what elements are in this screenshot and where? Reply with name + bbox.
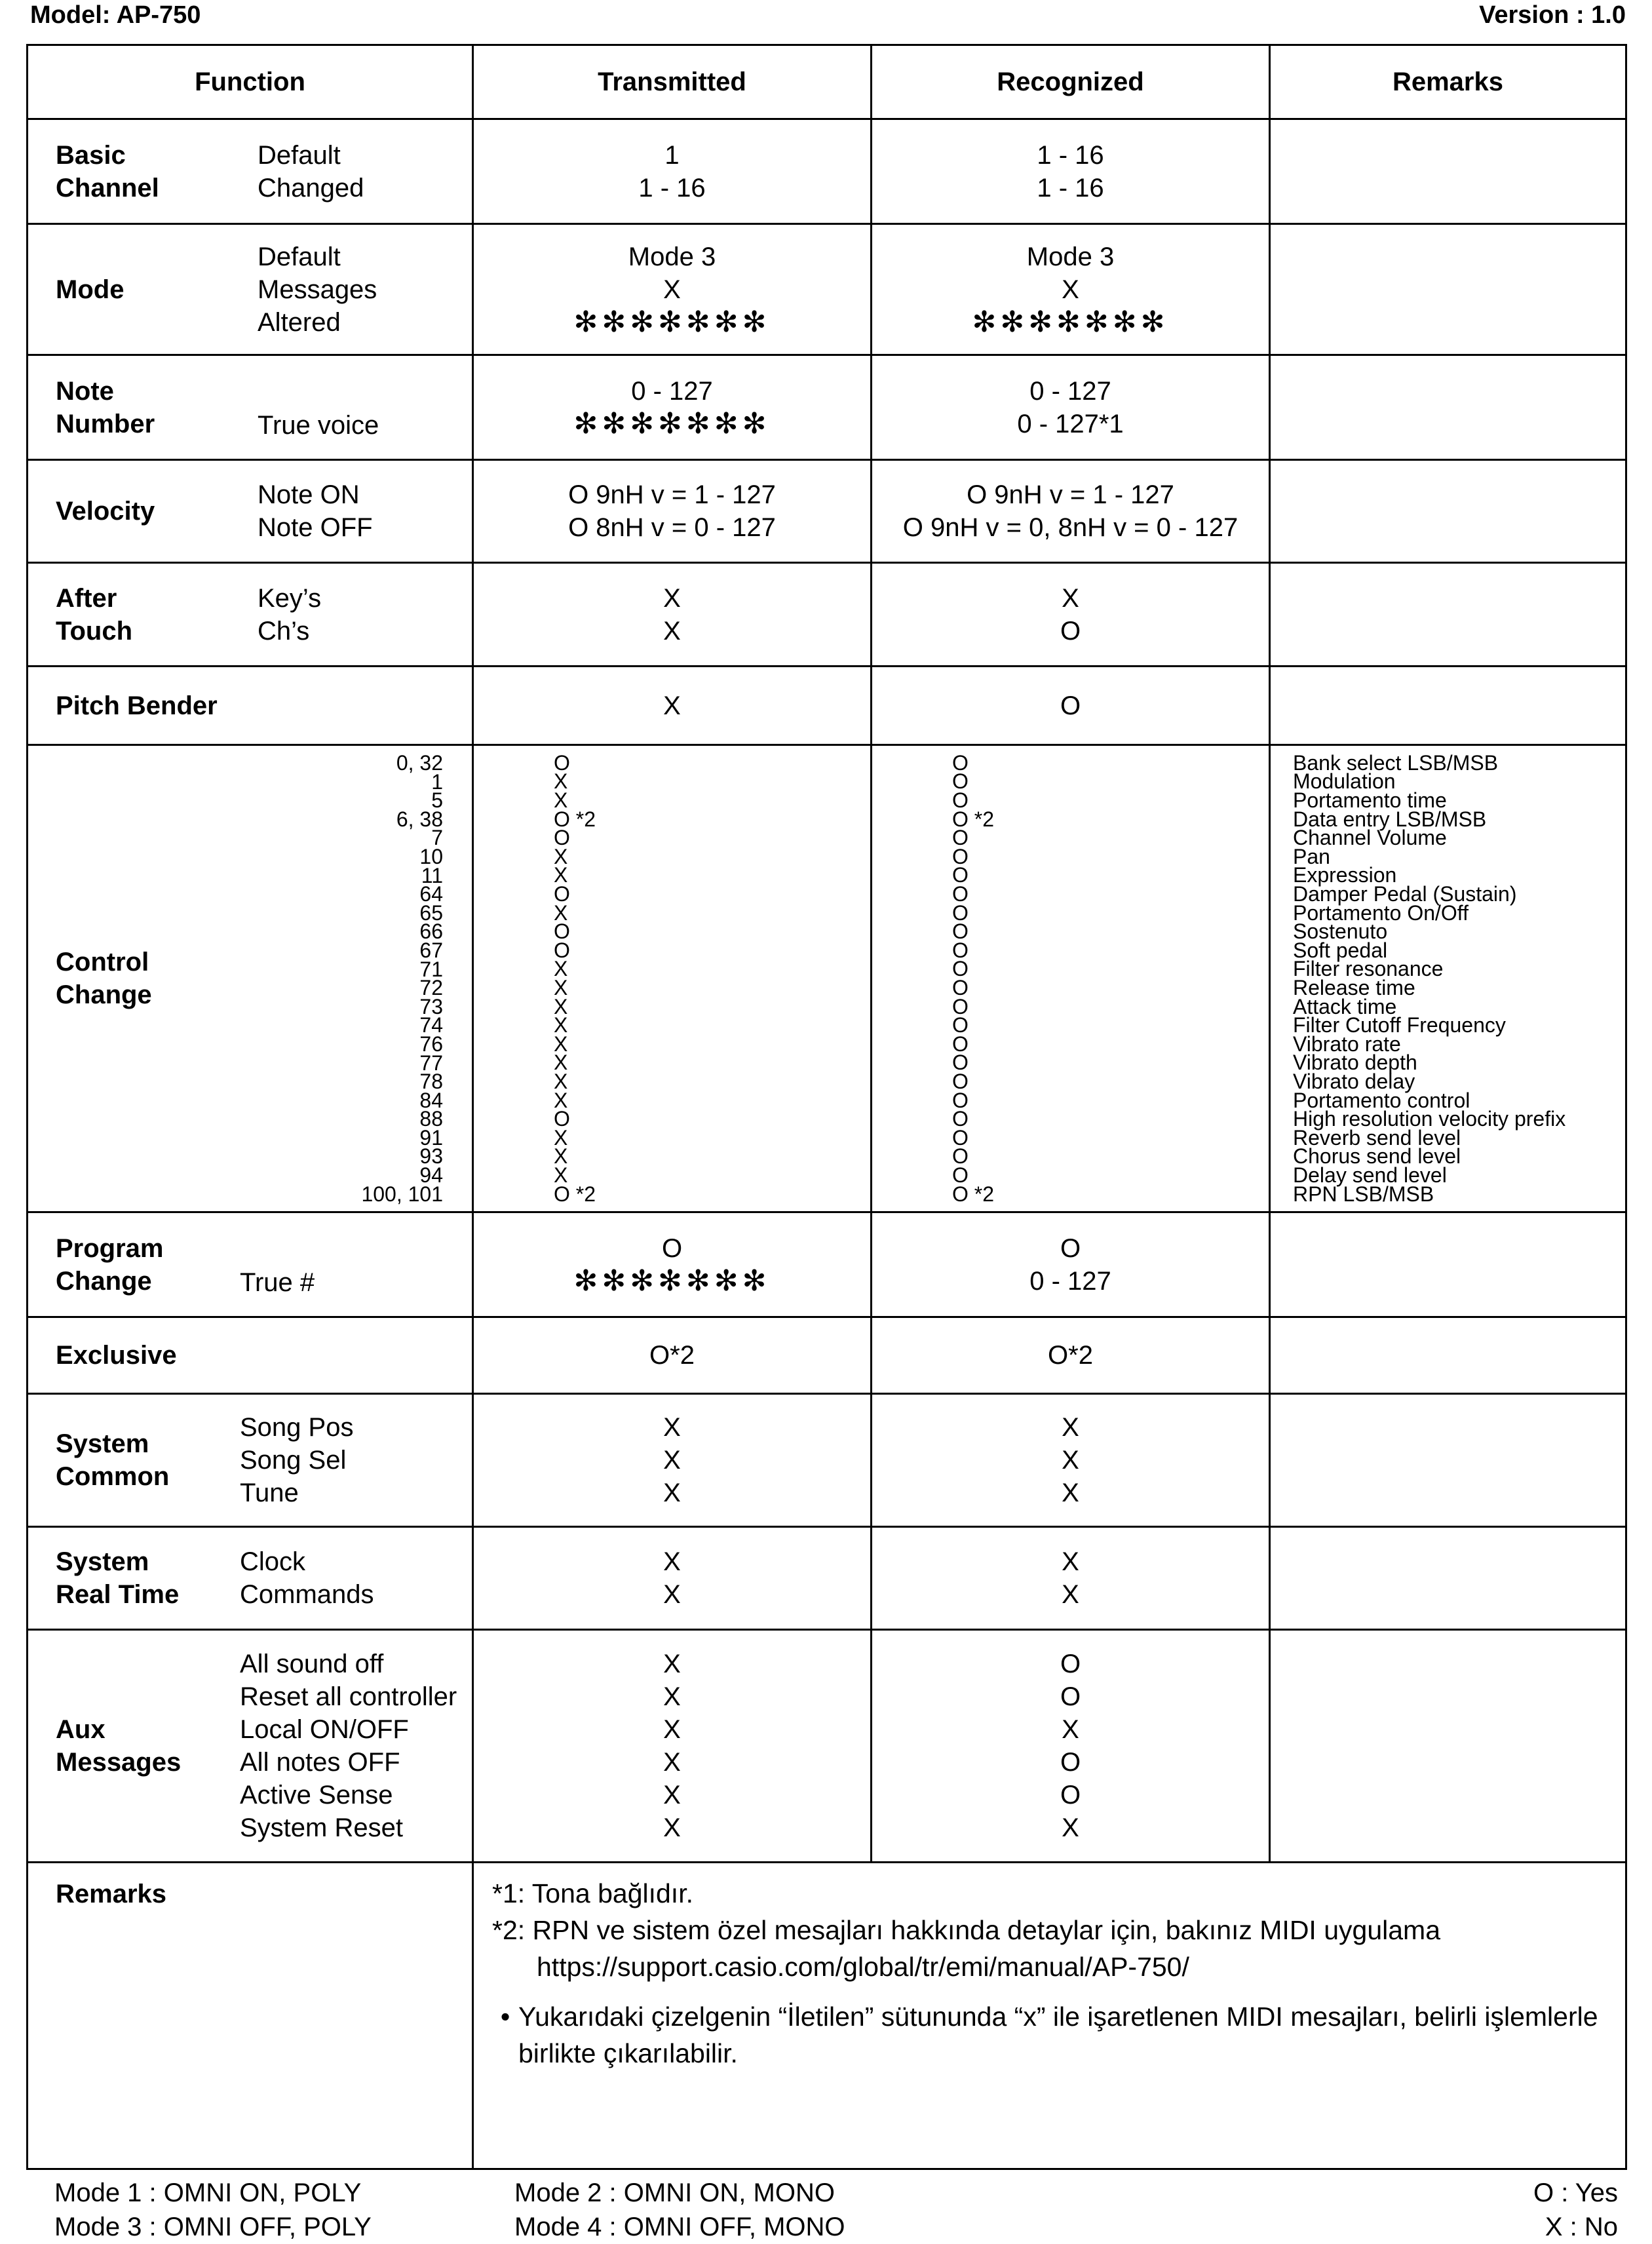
control-change-tx-mark: X [554, 900, 568, 925]
system-common-tune: Tune [240, 1479, 299, 1507]
control-change-number: 72 [419, 976, 443, 999]
control-change-rx-mark: O [952, 863, 969, 887]
control-change-tx-mark: O [554, 1107, 570, 1131]
col-remarks: Remarks [1270, 45, 1626, 119]
footer-mode-2: Mode 2 : OMNI ON, MONO [514, 2178, 835, 2207]
control-change-number: 84 [419, 1088, 443, 1112]
control-change-tx-mark: X [554, 994, 568, 1018]
aux-rx-6: X [1062, 1813, 1079, 1842]
midi-implementation-chart [26, 44, 1627, 2170]
version-label: Version : 1.0 [1479, 1, 1626, 29]
footer-mode-4: Mode 4 : OMNI OFF, MONO [514, 2213, 845, 2241]
control-change-remark: Vibrato delay [1293, 1069, 1415, 1093]
bullet-icon: • [500, 2002, 510, 2032]
aux-tx-1: X [663, 1650, 681, 1678]
system-real-time-tx-commands: X [663, 1580, 681, 1609]
control-change-rx-mark: O [952, 1107, 969, 1131]
model-label: Model: AP-750 [30, 1, 201, 29]
exclusive-rx: O*2 [872, 1317, 1270, 1394]
control-change-tx-mark: X [554, 1163, 568, 1187]
velocity-label: Velocity [56, 497, 155, 526]
control-change-tx [554, 750, 632, 1206]
row-basic-channel [28, 119, 1626, 224]
program-change-tx: O [661, 1233, 683, 1263]
remarks-url: https://support.casio.com/global/tr/emi/manual/AP-750/ [537, 1952, 1189, 1982]
control-change-tx-mark: X [554, 769, 568, 794]
control-change-number: 5 [431, 788, 443, 813]
control-change-remark: Reverb send level [1293, 1125, 1461, 1150]
velocity-tx-on: O 9nH v = 1 - 127 [568, 480, 776, 509]
velocity-rx-off: O 9nH v = 0, 8nH v = 0 - 127 [902, 513, 1239, 542]
row-aux-messages [28, 1630, 1626, 1863]
footer-no: X : No [1545, 2213, 1618, 2241]
mode-tx-messages: X [663, 275, 681, 304]
remarks-note-1: *1: Tona bağlıdır. [492, 1878, 693, 1908]
control-change-rx-mark: O [952, 1013, 969, 1037]
control-change-number: 88 [419, 1107, 443, 1131]
control-change-remark: Vibrato depth [1293, 1051, 1417, 1075]
control-change-tx-mark: O *2 [554, 1182, 596, 1206]
control-change-rx-mark: O [952, 957, 969, 981]
basic-channel-rx-default: 1 - 16 [1037, 140, 1104, 170]
control-change-remark: Delay send level [1293, 1163, 1447, 1187]
control-change-rx-mark: O [952, 769, 969, 794]
control-change-tx-mark: X [554, 1144, 568, 1169]
exclusive-label: Exclusive [56, 1341, 177, 1370]
control-change-remark: Filter resonance [1293, 957, 1444, 981]
control-change-rx-mark: O [952, 826, 969, 850]
control-change-number: 74 [419, 1013, 443, 1037]
control-change-tx-mark: O [554, 826, 570, 850]
control-change-tx-mark: O [554, 938, 570, 962]
aux-all-notes-off: All notes OFF [240, 1748, 400, 1777]
control-change-rx-mark: O [952, 994, 969, 1018]
aux-tx-4: X [663, 1748, 681, 1777]
control-change-label-1: Control [56, 948, 149, 977]
program-change-tx-true: ✻✻✻✻✻✻✻ [573, 1264, 771, 1297]
program-change-rx-true: 0 - 127 [1029, 1266, 1111, 1296]
after-touch-tx-keys: X [663, 583, 681, 613]
after-touch-keys: Key’s [258, 583, 322, 613]
control-change-tx-mark: O [554, 750, 570, 775]
system-real-time-tx-clock: X [663, 1547, 681, 1576]
system-common-tx-1: X [663, 1413, 681, 1442]
note-number-tx-true-voice: ✻✻✻✻✻✻✻ [573, 407, 771, 440]
system-real-time-rx-clock: X [1062, 1547, 1079, 1576]
col-function: Function [28, 45, 473, 119]
row-mode [28, 224, 1626, 355]
aux-messages-label-1: Aux [56, 1715, 106, 1744]
control-change-number: 1 [431, 769, 443, 794]
row-remarks [28, 1863, 1626, 2169]
note-number-rx-range: 0 - 127 [1029, 376, 1111, 406]
system-common-rx-3: X [1062, 1479, 1079, 1507]
control-change-number: 6, 38 [396, 807, 443, 831]
control-change-remark: RPN LSB/MSB [1293, 1182, 1434, 1206]
velocity-note-on: Note ON [258, 480, 360, 509]
pitch-bender-label: Pitch Bender [56, 691, 218, 720]
control-change-rx-mark: O *2 [952, 1182, 995, 1206]
remarks-note-2: *2: RPN ve sistem özel mesajları hakkında detaylar için, bakınız MIDI uygulama [492, 1915, 1440, 1945]
system-common-tx-2: X [663, 1446, 681, 1475]
basic-channel-default: Default [258, 140, 341, 170]
control-change-rx-mark: O [952, 1069, 969, 1093]
control-change-remark: Filter Cutoff Frequency [1293, 1013, 1506, 1037]
control-change-tx-mark: X [554, 1088, 568, 1112]
control-change-rx-mark: O [952, 938, 969, 962]
control-change-rx-mark: O [952, 844, 969, 868]
control-change-remark: Channel Volume [1293, 826, 1447, 850]
row-exclusive [28, 1317, 1626, 1394]
note-number-rx-true-voice: 0 - 127*1 [1017, 409, 1124, 438]
control-change-rx-mark: O [952, 900, 969, 925]
velocity-rx-on: O 9nH v = 1 - 127 [967, 480, 1174, 509]
control-change-remark: Portamento time [1293, 788, 1447, 813]
system-real-time-label-1: System [56, 1547, 149, 1576]
control-change-number: 66 [419, 919, 443, 944]
system-common-rx-2: X [1062, 1446, 1079, 1475]
mode-rx-default: Mode 3 [1026, 242, 1115, 271]
control-change-number: 7 [431, 826, 443, 850]
basic-channel-changed: Changed [258, 173, 364, 203]
control-change-rx-mark: O [952, 750, 969, 775]
control-change-remark: Soft pedal [1293, 938, 1388, 962]
control-change-number: 65 [419, 900, 443, 925]
control-change-rx-mark: O [952, 919, 969, 944]
remarks-label: Remarks [56, 1880, 167, 1908]
row-system-real-time [28, 1527, 1626, 1630]
aux-local-on-off: Local ON/OFF [240, 1715, 409, 1744]
basic-channel-label-2: Channel [56, 173, 159, 203]
mode-tx-altered: ✻✻✻✻✻✻✻ [573, 305, 771, 338]
control-change-number: 93 [419, 1144, 443, 1169]
aux-rx-5: O [1060, 1781, 1081, 1809]
system-real-time-clock: Clock [240, 1547, 306, 1576]
note-number-label-2: Number [56, 409, 155, 438]
after-touch-label-2: Touch [56, 616, 133, 646]
row-note-number [28, 355, 1626, 460]
control-change-tx-mark: X [554, 1069, 568, 1093]
control-change-rx-mark: O *2 [952, 807, 995, 831]
footer-mode-1: Mode 1 : OMNI ON, POLY [54, 2178, 362, 2207]
control-change-rx-mark: O [952, 882, 969, 906]
mode-messages: Messages [258, 275, 377, 304]
control-change-tx-mark: O [554, 882, 570, 906]
velocity-tx-off: O 8nH v = 0 - 127 [568, 513, 776, 542]
remarks-bullet-text: Yukarıdaki çizelgenin “İletilen” sütununda “x” ile işaretlenen MIDI mesajları, belirli işlemlerle birlikte çıkarılabilir. [518, 2002, 1598, 2068]
control-change-remark: Release time [1293, 976, 1415, 999]
note-number-label-1: Note [56, 376, 114, 406]
aux-all-sound-off: All sound off [240, 1650, 384, 1678]
row-control-change [28, 745, 1626, 1212]
pitch-bender-rx: O [872, 667, 1270, 745]
control-change-tx-mark: X [554, 1013, 568, 1037]
control-change-tx-mark: X [554, 844, 568, 868]
after-touch-chs: Ch’s [258, 616, 310, 646]
control-change-numbers [361, 750, 443, 1206]
col-recognized: Recognized [872, 45, 1270, 119]
aux-rx-2: O [1060, 1682, 1081, 1711]
control-change-rx-mark: O [952, 976, 969, 999]
control-change-remark: Bank select LSB/MSB [1293, 750, 1499, 775]
row-pitch-bender [28, 667, 1626, 745]
system-real-time-commands: Commands [240, 1580, 374, 1609]
control-change-remark: High resolution velocity prefix [1293, 1107, 1566, 1131]
aux-tx-2: X [663, 1682, 681, 1711]
system-common-song-sel: Song Sel [240, 1446, 347, 1475]
system-common-song-pos: Song Pos [240, 1413, 354, 1442]
control-change-tx-mark: O *2 [554, 807, 596, 831]
velocity-note-off: Note OFF [258, 513, 373, 542]
control-change-rx [952, 750, 1031, 1206]
row-after-touch [28, 563, 1626, 667]
control-change-remark: Vibrato rate [1293, 1032, 1401, 1056]
after-touch-label-1: After [56, 583, 117, 613]
mode-rx-messages: X [1062, 275, 1079, 304]
program-change-true: True # [240, 1268, 315, 1297]
aux-system-reset: System Reset [240, 1813, 403, 1842]
control-change-tx-mark: X [554, 957, 568, 981]
control-change-tx-mark: X [554, 1125, 568, 1150]
control-change-number: 94 [419, 1163, 443, 1187]
exclusive-tx: O*2 [473, 1317, 872, 1394]
header-row [28, 45, 1626, 119]
program-change-label-2: Change [56, 1266, 152, 1296]
system-real-time-label-2: Real Time [56, 1580, 180, 1609]
control-change-number: 76 [419, 1032, 443, 1056]
aux-rx-4: O [1060, 1748, 1081, 1777]
control-change-remarks [1270, 745, 1626, 1212]
mode-altered: Altered [258, 307, 341, 337]
mode-rx-altered: ✻✻✻✻✻✻✻ [972, 305, 1169, 338]
control-change-tx-mark: X [554, 1051, 568, 1075]
system-common-rx-1: X [1062, 1413, 1079, 1442]
mode-tx-default: Mode 3 [628, 242, 716, 271]
aux-tx-5: X [663, 1781, 681, 1809]
program-change-rx: O [1060, 1233, 1081, 1263]
aux-rx-1: O [1060, 1650, 1081, 1678]
aux-tx-6: X [663, 1813, 681, 1842]
control-change-number: 10 [419, 844, 443, 868]
control-change-label-2: Change [56, 980, 152, 1009]
footer-mode-3: Mode 3 : OMNI OFF, POLY [54, 2213, 372, 2241]
footer-yes: O : Yes [1533, 2178, 1618, 2207]
control-change-tx-mark: X [554, 1032, 568, 1056]
row-system-common [28, 1394, 1626, 1527]
control-change-rx-mark: O [952, 1144, 969, 1169]
control-change-rx-mark: O [952, 1051, 969, 1075]
row-velocity [28, 460, 1626, 563]
control-change-tx-mark: O [554, 919, 570, 944]
control-change-remark: Attack time [1293, 994, 1397, 1018]
control-change-number: 77 [419, 1051, 443, 1075]
control-change-remark: Chorus send level [1293, 1144, 1461, 1169]
control-change-number: 67 [419, 938, 443, 962]
control-change-number: 64 [419, 882, 443, 906]
system-common-label-1: System [56, 1429, 149, 1458]
mode-default: Default [258, 242, 341, 271]
system-real-time-rx-commands: X [1062, 1580, 1079, 1609]
control-change-tx-mark: X [554, 976, 568, 999]
aux-active-sense: Active Sense [240, 1781, 393, 1809]
after-touch-rx-keys: X [1062, 583, 1079, 613]
basic-channel-tx-default: 1 [664, 140, 680, 170]
col-transmitted: Transmitted [473, 45, 872, 119]
control-change-rx-mark: O [952, 788, 969, 813]
control-change-number: 78 [419, 1069, 443, 1093]
mode-label: Mode [56, 275, 125, 304]
control-change-rx-mark: O [952, 1163, 969, 1187]
pitch-bender-tx: X [473, 667, 872, 745]
basic-channel-tx-changed: 1 - 16 [638, 173, 706, 203]
control-change-number: 73 [419, 994, 443, 1018]
note-number-true-voice: True voice [258, 411, 379, 440]
aux-tx-3: X [663, 1715, 681, 1744]
control-change-number: 11 [421, 863, 443, 887]
control-change-remark: Portamento On/Off [1293, 900, 1469, 925]
control-change-rx-mark: O [952, 1032, 969, 1056]
basic-channel-label-1: Basic [56, 140, 126, 170]
control-change-number: 0, 32 [396, 750, 443, 775]
control-change-rx-mark: O [952, 1125, 969, 1150]
control-change-number: 71 [419, 957, 443, 981]
control-change-number: 100, 101 [361, 1182, 443, 1206]
control-change-remark: Expression [1293, 863, 1397, 887]
program-change-label-1: Program [56, 1233, 164, 1263]
row-program-change [28, 1212, 1626, 1317]
control-change-tx-mark: X [554, 788, 568, 813]
aux-messages-label-2: Messages [56, 1748, 182, 1777]
note-number-tx-range: 0 - 127 [631, 376, 713, 406]
control-change-remark: Damper Pedal (Sustain) [1293, 882, 1517, 906]
control-change-remark: Data entry LSB/MSB [1293, 807, 1487, 831]
system-common-label-2: Common [56, 1462, 170, 1491]
aux-rx-3: X [1062, 1715, 1079, 1744]
system-common-tx-3: X [663, 1479, 681, 1507]
control-change-remark: Portamento control [1293, 1088, 1470, 1112]
control-change-remark: Modulation [1293, 769, 1396, 794]
control-change-remark: Sostenuto [1293, 919, 1388, 944]
control-change-tx-mark: X [554, 863, 568, 887]
basic-channel-rx-changed: 1 - 16 [1037, 173, 1104, 203]
control-change-remark: Pan [1293, 844, 1330, 868]
control-change-number: 91 [419, 1125, 443, 1150]
after-touch-tx-chs: X [663, 616, 681, 646]
after-touch-rx-chs: O [1060, 616, 1081, 646]
aux-reset-all-controller: Reset all controller [240, 1682, 457, 1711]
control-change-rx-mark: O [952, 1088, 969, 1112]
